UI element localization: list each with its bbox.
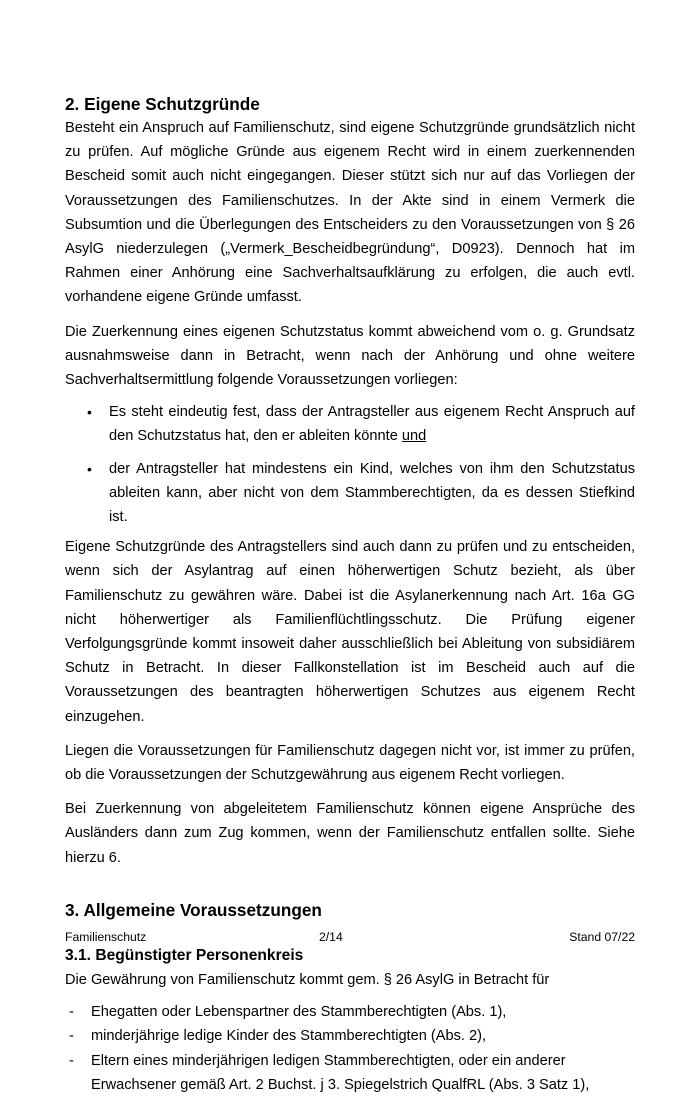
bullet-list	[65, 400, 635, 529]
dash-icon: -	[69, 1052, 74, 1069]
paragraph: Die Zuerkennung eines eigenen Schutzstatus kommt abweichend vom o. g. Grundsatz ausnahmsweise dann in Betracht, wenn nach der Anhörung und ohne weitere Sachverhaltsermittlung folgende Voraussetzungen vorliegen:	[65, 323, 635, 389]
list-item-text: Eltern eines minderjährigen ledigen Stammberechtigten, oder ein anderer Erwachsener gemäß Art. 2 Buchst. j 3. Spiegelstrich QualfRL (Abs. 3 Satz 1),	[91, 1052, 590, 1093]
list-item	[65, 1000, 635, 1024]
section-heading-allgemeine-voraussetzungen: 3. Allgemeine Voraussetzungen	[65, 899, 322, 920]
footer-version-date: Stand 07/22	[569, 930, 635, 944]
paragraph: Eigene Schutzgründe des Antragstellers sind auch dann zu prüfen und zu entscheiden, wenn sich der Asylantrag auf einen höherwertigen Schutz bezieht, als über Familienschutz zu gewähren wäre. Dabei ist die Asylanerkennung nach Art. 16a GG nicht höherwertiger als Familienflüchtlingsschutz. Die Prüfung eigener Verfolgungsgründe kommt insoweit daher ausschließlich bei Ableitung von subsidiärem Schutz in Betracht. In dieser Fallkonstellation ist im Bescheid auch auf die Voraussetzungen des beantragten höherwertigen Schutzes aus eigenem Recht einzugehen.	[65, 539, 635, 725]
list-item-text: der Antragsteller hat mindestens ein Kind, welches von ihm den Schutzstatus ableiten kann, aber nicht von dem Stammberechtigten, da es dessen Stiefkind ist.	[109, 460, 635, 526]
dash-icon: -	[69, 1004, 74, 1021]
footer-document-title: Familienschutz	[65, 930, 147, 944]
page-footer	[65, 930, 635, 950]
dash-icon: -	[69, 1028, 74, 1045]
bullet-icon: •	[87, 404, 92, 421]
underlined-conjunction: und	[401, 428, 427, 445]
list-item	[65, 1049, 635, 1097]
bullet-icon: •	[87, 460, 92, 477]
list-item-text: Es steht eindeutig fest, dass der Antragsteller aus eigenem Recht Anspruch auf den Schutzstatus hat, den er ableiten könnte	[109, 404, 635, 445]
subsection-heading-personenkreis: 3.1. Begünstigter Personenkreis	[65, 946, 304, 964]
list-item	[65, 400, 635, 448]
list-item	[65, 457, 635, 530]
list-item-text: Ehegatten oder Lebenspartner des Stammberechtigten (Abs. 1),	[91, 1004, 507, 1021]
section-heading-eigene-schutzgruende: 2. Eigene Schutzgründe	[65, 94, 260, 114]
paragraph: Bei Zuerkennung von abgeleitetem Familienschutz können eigene Ansprüche des Ausländers dann zum Zug kommen, wenn der Familienschutz entfallen sollte. Siehe hierzu 6.	[65, 801, 635, 866]
list-item	[65, 1024, 635, 1048]
dash-list	[65, 1000, 635, 1097]
paragraph: Die Gewährung von Familienschutz kommt gem. § 26 AsylG in Betracht für	[65, 971, 550, 988]
footer-page-number: 2/14	[319, 930, 343, 944]
paragraph: Besteht ein Anspruch auf Familienschutz, sind eigene Schutzgründe grundsätzlich nicht zu prüfen. Auf mögliche Gründe aus eigenem Recht wird in einem zuerkennenden Bescheid somit auch nicht eingegangen. Dieser stützt sich nur auf das Vorliegen der Voraussetzungen des Familienschutzes. In der Akte sind in einem Vermerk die Subsumtion und die Überlegungen des Entscheiders zu den Voraussetzungen von § 26 AsylG niederzulegen („Vermerk_Bescheidbegründung“, D0923). Dennoch hat im Rahmen einer Anhörung eine Sachverhaltsaufklärung zu erfolgen, die auch evtl. vorhandene eigene Gründe umfasst.	[65, 120, 635, 306]
paragraph: Liegen die Voraussetzungen für Familienschutz dagegen nicht vor, ist immer zu prüfen, ob die Voraussetzungen der Schutzgewährung aus eigenem Recht vorliegen.	[65, 742, 635, 784]
list-item-text: minderjährige ledige Kinder des Stammberechtigten (Abs. 2),	[91, 1028, 487, 1045]
